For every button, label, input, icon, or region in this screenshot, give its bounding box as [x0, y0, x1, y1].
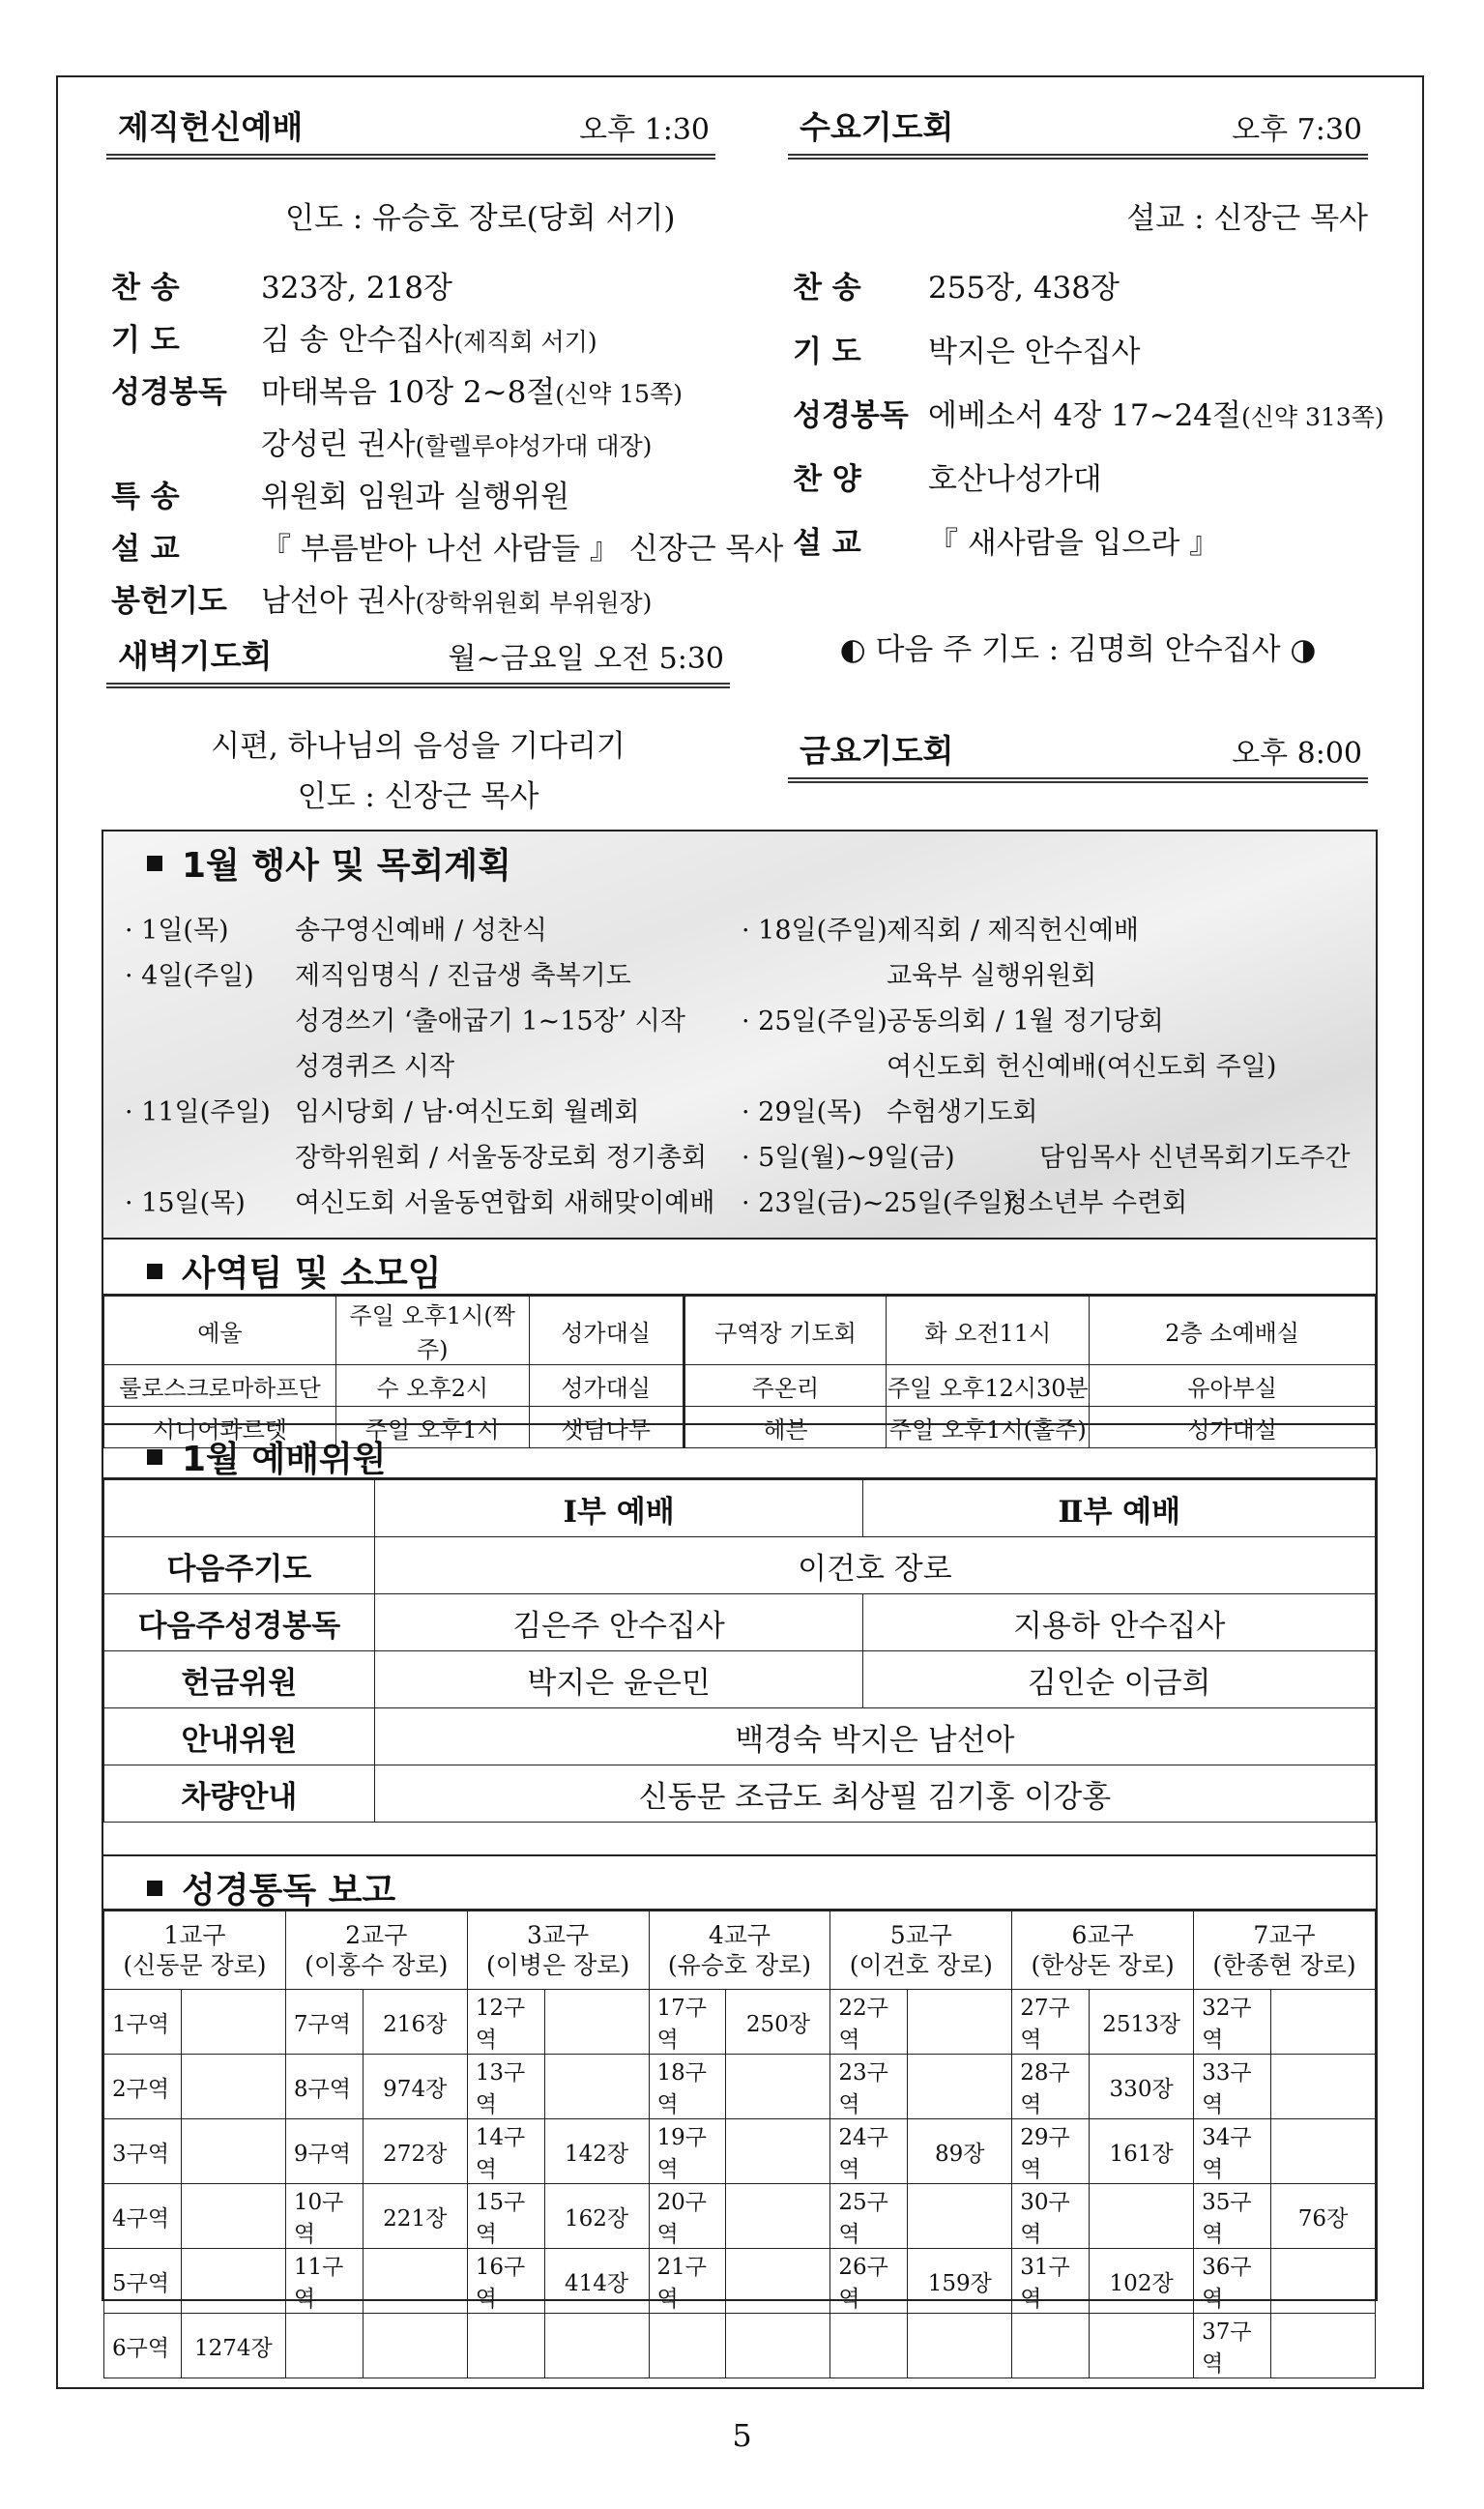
district-zone: 26구역 [830, 2249, 908, 2314]
chapter-count [726, 2249, 830, 2314]
district-name: 4교구 [708, 1921, 771, 1949]
chapter-count: 1274장 [181, 2314, 285, 2378]
jejik-reading: 마태복음 10장 2~8절 [261, 375, 556, 410]
district-zone: 6구역 [104, 2314, 182, 2378]
district-zone: 28구역 [1012, 2055, 1090, 2119]
worship-col1: Ⅰ부 예배 [374, 1480, 863, 1537]
wednesday-header [788, 108, 1368, 160]
chapter-count: 250장 [726, 1990, 830, 2055]
district-zone: 13구역 [467, 2055, 544, 2119]
wednesday-reading-row [793, 391, 1384, 434]
event-date: · 5일(월)~9일(금) [742, 1143, 955, 1173]
ministry-cell: 2층 소예배실 [1090, 1297, 1376, 1365]
ministry-row [104, 1365, 1376, 1407]
jejik-reading-note: (신약 15쪽) [555, 380, 683, 408]
district-zone: 1구역 [104, 1990, 182, 2055]
ministry-cell: 헤븐 [684, 1407, 887, 1448]
district-zone: 16구역 [467, 2249, 544, 2314]
worship-cell: 박지은 윤은민 [374, 1651, 863, 1708]
district-zone: 5구역 [104, 2249, 182, 2314]
chapter-count [1090, 2184, 1194, 2249]
district-zone: 35구역 [1194, 2184, 1271, 2249]
wednesday-prayer-label: 기 도 [793, 335, 861, 369]
district-leader: (신동문 장로) [123, 1951, 267, 1979]
district-zone: 8구역 [285, 2055, 363, 2119]
district-zone: 37구역 [1194, 2314, 1271, 2378]
district-header [467, 1911, 649, 1990]
jejik-sermon-row [111, 524, 783, 568]
district-leader: (이홍수 장로) [305, 1951, 449, 1979]
chapter-count [181, 2184, 285, 2249]
chapter-count [544, 2055, 649, 2119]
event-desc: 송구영신예배 / 성찬식 [295, 916, 547, 946]
chapter-count [908, 1990, 1012, 2055]
jejik-offering-label: 봉헌기도 [111, 584, 227, 619]
district-zone [285, 2314, 363, 2378]
chapter-count: 330장 [1090, 2055, 1194, 2119]
jejik-reading2-row [261, 420, 652, 463]
chapter-count: 2513장 [1090, 1990, 1194, 2055]
jejik-time: 오후 1:30 [579, 113, 710, 147]
chapter-count [908, 2184, 1012, 2249]
chapter-count: 102장 [1090, 2249, 1194, 2314]
district-zone: 15구역 [467, 2184, 544, 2249]
event-date: · 23일(금)~25일(주일) [742, 1188, 1014, 1218]
event-desc: 제직임명식 / 진급생 축복기도 [295, 961, 631, 991]
district-zone: 36구역 [1194, 2249, 1271, 2314]
district-zone [830, 2314, 908, 2378]
wednesday-title: 수요기도회 [800, 108, 954, 146]
dawn-line2: 인도 : 신장근 목사 [297, 779, 539, 814]
ministry-cell: 성가대실 [529, 1365, 684, 1407]
worship-row-label: 헌금위원 [104, 1651, 375, 1708]
district-zone: 19구역 [649, 2119, 726, 2184]
friday-title: 금요기도회 [800, 732, 954, 770]
bulletin-box [102, 830, 1378, 2377]
chapter-count [181, 2055, 285, 2119]
ministry-cell: 룰로스크로마하프단 [104, 1365, 336, 1407]
page-number: 5 [732, 2417, 752, 2454]
jejik-reading-label: 성경봉독 [111, 375, 227, 410]
event-desc: 여신도회 서울동연합회 새해맞이예배 [295, 1188, 715, 1218]
jejik-reading2: 강성린 권사 [261, 427, 416, 462]
district-leader: (한상돈 장로) [1031, 1951, 1175, 1979]
wednesday-sermon-label: 설 교 [793, 526, 861, 561]
wednesday-praise: 호산나성가대 [928, 462, 1102, 497]
chapter-count [544, 2314, 649, 2378]
wednesday-reading-note: (신약 313쪽) [1240, 403, 1384, 431]
bible-row [104, 2249, 1376, 2314]
district-zone: 18구역 [649, 2055, 726, 2119]
chapter-count [363, 2249, 467, 2314]
wednesday-hymn-label: 찬 송 [793, 271, 861, 306]
chapter-count: 161장 [1090, 2119, 1194, 2184]
chapter-count [1271, 1990, 1376, 2055]
jejik-reading-row [111, 367, 683, 411]
bible-row [104, 2055, 1376, 2119]
worship-row [104, 1765, 1376, 1823]
wednesday-sermon: 『 새사람을 입으라 』 [928, 526, 1220, 561]
jejik-hymn: 323장, 218장 [261, 271, 452, 306]
district-header [285, 1911, 467, 1990]
worship-cell: 김인순 이금희 [863, 1651, 1376, 1708]
dawn-title: 새벽기도회 [118, 637, 273, 675]
events-title: 1월 행사 및 목회계획 [182, 846, 511, 886]
ministry-cell: 예울 [104, 1297, 336, 1365]
jejik-offering: 남선아 권사 [261, 584, 416, 619]
wednesday-reading-label: 성경봉독 [793, 398, 909, 433]
district-zone: 14구역 [467, 2119, 544, 2184]
dawn-time: 월~금요일 오전 5:30 [448, 642, 724, 676]
district-zone: 3구역 [104, 2119, 182, 2184]
worship-title: 1월 예배위원 [182, 1440, 387, 1479]
chapter-count: 221장 [363, 2184, 467, 2249]
district-header [649, 1911, 830, 1990]
wednesday-sermon-row [793, 518, 1219, 562]
district-zone: 30구역 [1012, 2184, 1090, 2249]
worship-cell: 김은주 안수집사 [374, 1594, 863, 1651]
chapter-count: 76장 [1271, 2184, 1376, 2249]
district-zone: 21구역 [649, 2249, 726, 2314]
chapter-count [544, 1990, 649, 2055]
event-date: · 1일(목) [125, 916, 229, 946]
ministry-cell: 주일 오후1시(짝주) [335, 1297, 529, 1365]
wednesday-next-prayer: ◐ 다음 주 기도 : 김명희 안수집사 ◑ [839, 632, 1317, 667]
district-zone: 31구역 [1012, 2249, 1090, 2314]
worship-corner [104, 1480, 375, 1537]
wednesday-hymn: 255장, 438장 [928, 271, 1120, 306]
chapter-count [726, 2314, 830, 2378]
bible-table [103, 1911, 1376, 2378]
dawn-line1: 시편, 하나님의 음성을 기다리기 [211, 729, 626, 764]
jejik-special-row [111, 472, 569, 515]
ministry-cell: 주온리 [684, 1365, 887, 1407]
district-zone: 10구역 [285, 2184, 363, 2249]
jejik-prayer: 김 송 안수집사 [261, 323, 454, 358]
worship-bar [103, 1423, 1376, 1479]
district-leader: (한종현 장로) [1212, 1951, 1356, 1979]
district-zone: 27구역 [1012, 1990, 1090, 2055]
chapter-count [181, 1990, 285, 2055]
worship-row [104, 1651, 1376, 1708]
event-desc: 교육부 실행위원회 [887, 961, 1097, 991]
district-zone: 4구역 [104, 2184, 182, 2249]
worship-table [103, 1479, 1376, 1823]
district-zone: 7구역 [285, 1990, 363, 2055]
district-zone [1012, 2314, 1090, 2378]
district-zone: 17구역 [649, 1990, 726, 2055]
bible-row [104, 2119, 1376, 2184]
chapter-count [181, 2119, 285, 2184]
worship-title-wrap [147, 1432, 386, 1481]
district-zone [649, 2314, 726, 2378]
ministry-cell: 시니어콰르텟 [104, 1407, 336, 1448]
district-zone: 33구역 [1194, 2055, 1271, 2119]
chapter-count: 159장 [908, 2249, 1012, 2314]
wednesday-prayer: 박지은 안수집사 [928, 335, 1141, 369]
jejik-special-label: 특 송 [111, 480, 180, 514]
chapter-count [1090, 2314, 1194, 2378]
jejik-header [106, 108, 715, 160]
bible-row [104, 2184, 1376, 2249]
district-name: 2교구 [345, 1921, 408, 1949]
event-date: · 25일(주일) [742, 1007, 887, 1036]
ministry-title-wrap [147, 1246, 442, 1296]
worship-row [104, 1537, 1376, 1594]
square-bullet-icon [147, 1449, 162, 1465]
chapter-count [726, 2119, 830, 2184]
bible-row [104, 2314, 1376, 2378]
worship-col2: Ⅱ부 예배 [863, 1480, 1376, 1537]
ministry-title: 사역팀 및 소모임 [182, 1254, 442, 1294]
district-header [1012, 1911, 1194, 1990]
district-zone: 12구역 [467, 1990, 544, 2055]
district-name: 6교구 [1071, 1921, 1134, 1949]
events-bar [103, 831, 1376, 888]
event-desc: 공동의회 / 1월 정기당회 [887, 1007, 1164, 1036]
ministry-cell: 성가대실 [1090, 1407, 1376, 1448]
event-desc: 여신도회 헌신예배(여신도회 주일) [887, 1052, 1277, 1082]
wednesday-prayer-row [793, 327, 1140, 370]
chapter-count [908, 2055, 1012, 2119]
bible-bar [103, 1854, 1376, 1911]
ministry-cell: 유아부실 [1090, 1365, 1376, 1407]
jejik-title: 제직헌신예배 [118, 108, 304, 146]
events-section [103, 831, 1376, 1240]
chapter-count [726, 2184, 830, 2249]
chapter-count [1271, 2314, 1376, 2378]
wednesday-time: 오후 7:30 [1232, 113, 1362, 147]
event-date: · 18일(주일) [742, 916, 887, 946]
ministry-cell: 구역장 기도회 [684, 1297, 887, 1365]
jejik-offering-note: (장학위원회 부위원장) [415, 589, 653, 617]
district-zone: 25구역 [830, 2184, 908, 2249]
friday-time: 오후 8:00 [1232, 737, 1362, 771]
jejik-special: 위원회 임원과 실행위원 [261, 480, 570, 514]
ministry-cell: 수 오후2시 [335, 1365, 529, 1407]
ministry-cell: 주일 오후1시(홀주) [887, 1407, 1090, 1448]
event-date: · 4일(주일) [125, 961, 254, 991]
district-zone: 2구역 [104, 2055, 182, 2119]
event-desc: 임시당회 / 남·여신도회 월례회 [295, 1097, 640, 1127]
district-zone: 32구역 [1194, 1990, 1271, 2055]
district-zone [467, 2314, 544, 2378]
square-bullet-icon [147, 1881, 162, 1896]
district-zone: 9구역 [285, 2119, 363, 2184]
district-name: 5교구 [889, 1921, 952, 1949]
bible-row [104, 1990, 1376, 2055]
jejik-hymn-row [111, 263, 452, 306]
event-date: · 29일(목) [742, 1097, 862, 1127]
wednesday-praise-label: 찬 양 [793, 462, 861, 497]
wednesday-praise-row [793, 454, 1102, 498]
district-header [104, 1911, 286, 1990]
chapter-count [1271, 2055, 1376, 2119]
jejik-prayer-note: (제직회 서기) [453, 328, 597, 356]
ministry-cell: 성가대실 [529, 1297, 684, 1365]
district-zone: 29구역 [1012, 2119, 1090, 2184]
chapter-count: 974장 [363, 2055, 467, 2119]
bible-header-row [104, 1911, 1376, 1990]
dawn-header [106, 637, 730, 688]
jejik-hymn-label: 찬 송 [111, 271, 180, 306]
district-zone: 11구역 [285, 2249, 363, 2314]
district-name: 7교구 [1253, 1921, 1316, 1949]
ministry-bar [103, 1240, 1376, 1296]
chapter-count: 89장 [908, 2119, 1012, 2184]
chapter-count [908, 2314, 1012, 2378]
district-leader: (이건호 장로) [849, 1951, 993, 1979]
jejik-sermon: 『 부름받아 나선 사람들 』 신장근 목사 [261, 532, 784, 567]
jejik-leader: 인도 : 유승호 장로(당회 서기) [285, 201, 676, 236]
chapter-count [1271, 2249, 1376, 2314]
wednesday-sermon-by: 설교 : 신장근 목사 [1126, 201, 1368, 236]
friday-header [788, 732, 1368, 783]
district-zone: 23구역 [830, 2055, 908, 2119]
ministry-cell: 주일 오후1시 [335, 1407, 529, 1448]
jejik-prayer-label: 기 도 [111, 323, 180, 358]
event-desc: 수험생기도회 [887, 1097, 1038, 1127]
worship-row-label: 다음주기도 [104, 1537, 375, 1594]
district-zone: 20구역 [649, 2184, 726, 2249]
event-desc: 제직회 / 제직헌신예배 [887, 916, 1139, 946]
wednesday-reading: 에베소서 4장 17~24절 [928, 398, 1241, 433]
event-desc: 성경쓰기 ‘출애굽기 1~15장’ 시작 [295, 1007, 685, 1036]
district-name: 1교구 [163, 1921, 226, 1949]
district-zone: 22구역 [830, 1990, 908, 2055]
chapter-count [363, 2314, 467, 2378]
chapter-count [726, 2055, 830, 2119]
chapter-count: 162장 [544, 2184, 649, 2249]
ministry-cell: 샛딤나무 [529, 1407, 684, 1448]
chapter-count: 272장 [363, 2119, 467, 2184]
worship-header-row [104, 1480, 1376, 1537]
chapter-count: 216장 [363, 1990, 467, 2055]
worship-row [104, 1594, 1376, 1651]
worship-row [104, 1708, 1376, 1765]
chapter-count [181, 2249, 285, 2314]
district-leader: (이병은 장로) [486, 1951, 630, 1979]
worship-cell: 지용하 안수집사 [863, 1594, 1376, 1651]
district-zone: 34구역 [1194, 2119, 1271, 2184]
jejik-prayer-row [111, 315, 597, 359]
district-name: 3교구 [527, 1921, 590, 1949]
jejik-offering-row [111, 576, 652, 620]
event-desc: 담임목사 신년목회기도주간 [1039, 1143, 1351, 1173]
district-header [1194, 1911, 1376, 1990]
jejik-sermon-label: 설 교 [111, 532, 180, 567]
worship-row-label: 차량안내 [104, 1765, 375, 1823]
district-header [830, 1911, 1012, 1990]
chapter-count: 142장 [544, 2119, 649, 2184]
worship-row-label: 다음주성경봉독 [104, 1594, 375, 1651]
event-desc: 장학위원회 / 서울동장로회 정기총회 [295, 1143, 708, 1173]
chapter-count [1271, 2119, 1376, 2184]
worship-cell: 신동문 조금도 최상필 김기홍 이강홍 [374, 1765, 1375, 1823]
worship-cell: 이건호 장로 [374, 1537, 1375, 1594]
event-date: · 11일(주일) [125, 1097, 271, 1127]
square-bullet-icon [147, 856, 162, 871]
ministry-row [104, 1297, 1376, 1365]
worship-cell: 백경숙 박지은 남선아 [374, 1708, 1375, 1765]
ministry-cell: 주일 오후12시30분 [887, 1365, 1090, 1407]
bible-title-wrap [147, 1863, 395, 1912]
square-bullet-icon [147, 1264, 162, 1279]
ministry-cell: 화 오전11시 [887, 1297, 1090, 1365]
event-desc: 청소년부 수련회 [1003, 1188, 1188, 1218]
events-title-wrap [147, 838, 511, 888]
bible-title: 성경통독 보고 [182, 1871, 396, 1911]
wednesday-hymn-row [793, 263, 1120, 306]
event-date: · 15일(목) [125, 1188, 246, 1218]
worship-row-label: 안내위원 [104, 1708, 375, 1765]
district-zone: 24구역 [830, 2119, 908, 2184]
chapter-count: 414장 [544, 2249, 649, 2314]
district-leader: (유승호 장로) [667, 1951, 812, 1979]
event-desc: 성경퀴즈 시작 [295, 1052, 455, 1082]
jejik-reading2-note: (할렐루야성가대 대장) [415, 432, 653, 460]
